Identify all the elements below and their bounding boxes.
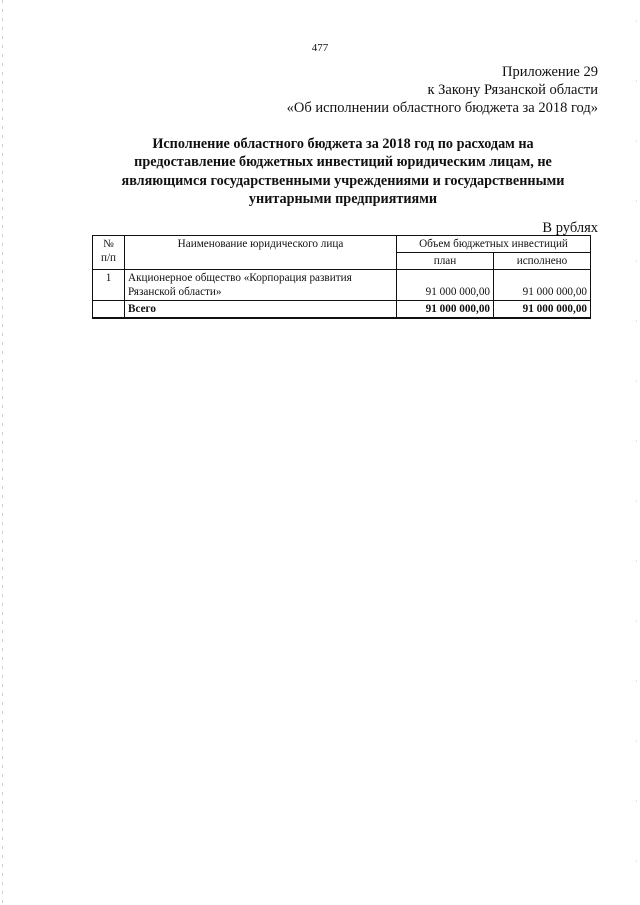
row-number: 1 bbox=[93, 270, 125, 301]
header-number-line-2: п/п bbox=[100, 252, 117, 264]
header-number bbox=[93, 236, 125, 270]
total-plan: 91 000 000,00 bbox=[397, 301, 494, 319]
budget-table bbox=[92, 235, 591, 319]
title-line-2: предоставление бюджетных инвестиций юридическим лицам, не bbox=[134, 154, 552, 171]
total-label: Всего bbox=[125, 301, 397, 319]
table-row bbox=[93, 270, 591, 301]
header-name: Наименование юридического лица bbox=[125, 236, 397, 270]
document-title bbox=[100, 135, 586, 208]
appendix-line-1: Приложение 29 bbox=[502, 64, 598, 80]
header-plan: план bbox=[397, 253, 494, 270]
appendix-line-2: к Закону Рязанской области bbox=[427, 82, 598, 98]
title-line-1: Исполнение областного бюджета за 2018 год по расходам на bbox=[152, 136, 534, 152]
page-number: 477 bbox=[311, 42, 329, 54]
header-number-line-1: № bbox=[103, 238, 114, 250]
row-plan: 91 000 000,00 bbox=[397, 270, 494, 301]
appendix-line-3: «Об исполнении областного бюджета за 2018 год» bbox=[286, 100, 598, 116]
table-total-row bbox=[93, 301, 591, 319]
title-line-4: унитарными предприятиями bbox=[248, 190, 438, 207]
title-line-3: являющимся государственными учреждениями и государственными bbox=[121, 172, 565, 189]
total-executed: 91 000 000,00 bbox=[494, 301, 591, 319]
scan-edge-left bbox=[2, 0, 3, 905]
table-header-row-1 bbox=[93, 236, 591, 253]
row-name: Акционерное общество «Корпорация развития Рязанской области» bbox=[125, 270, 397, 301]
row-executed: 91 000 000,00 bbox=[494, 270, 591, 301]
scan-edge-right bbox=[636, 0, 637, 905]
appendix-header bbox=[287, 63, 598, 117]
header-volume: Объем бюджетных инвестиций bbox=[397, 236, 591, 253]
total-number-cell bbox=[93, 301, 125, 319]
header-executed: исполнено bbox=[494, 253, 591, 270]
units-label: В рублях bbox=[542, 220, 598, 236]
